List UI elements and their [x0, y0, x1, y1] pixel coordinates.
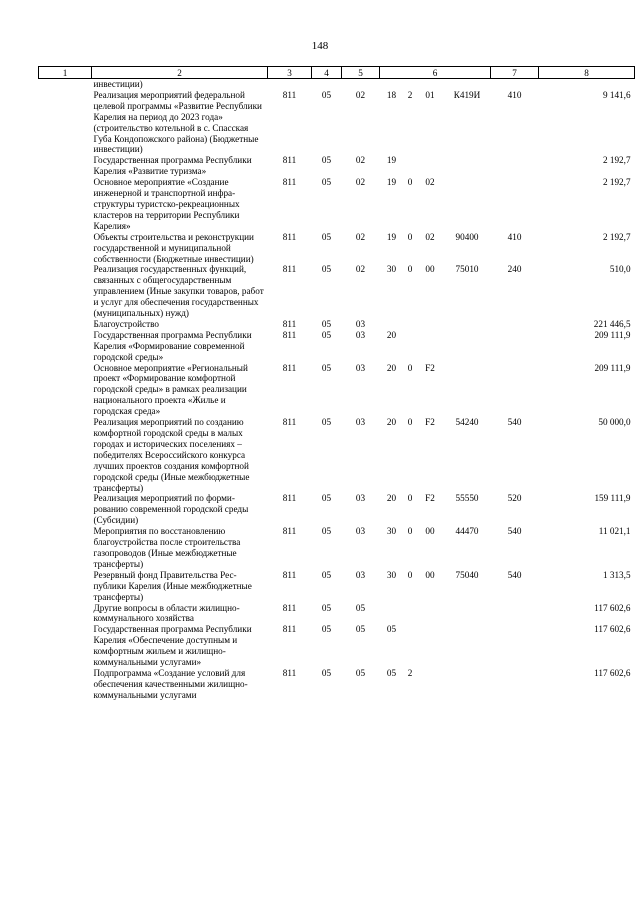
cell-expense-type: [491, 79, 539, 90]
cell-section: 05: [321, 318, 332, 329]
cell-event: F2: [425, 417, 435, 428]
cell-amount: 2 192,7: [602, 155, 631, 166]
cell-col1: [39, 493, 92, 526]
cell-name: Благоустройство: [93, 318, 159, 329]
cell-amount: 2 192,7: [602, 177, 631, 188]
cell-expense-type: [491, 603, 539, 625]
table-body: [39, 79, 635, 701]
cell-expense-type: 540: [507, 526, 522, 537]
column-header-5: 5: [342, 67, 380, 79]
cell-col1: [39, 570, 92, 603]
cell-subprogram: 0: [407, 526, 413, 537]
cell-program: [380, 319, 404, 330]
cell-col1: [39, 603, 92, 625]
cell-subprogram: [404, 319, 417, 330]
cell-expense-type: 410: [507, 89, 522, 100]
cell-amount: 50 000,0: [598, 417, 631, 428]
cell-subprogram: 0: [407, 569, 413, 580]
cell-section: [312, 79, 342, 90]
cell-subprogram: 0: [407, 264, 413, 275]
cell-subprogram: 0: [407, 362, 413, 373]
table-row: [39, 526, 635, 570]
cell-event: 00: [425, 569, 435, 580]
cell-subsection: 02: [355, 155, 366, 166]
cell-direction: 75010: [455, 264, 479, 275]
cell-name: Основное мероприятие «Региональный проект «Формирование комфортной городской среды» в рамках реализации национального проекта «Жилье и городская среда»: [93, 362, 248, 417]
cell-amount: 209 111,9: [594, 362, 631, 373]
cell-subsection: 02: [355, 89, 366, 100]
table-row: [39, 603, 635, 625]
cell-admin-code: [268, 79, 312, 90]
cell-subsection: 03: [355, 362, 366, 373]
cell-section: 05: [321, 329, 332, 340]
table-row: [39, 79, 635, 90]
cell-program: 20: [386, 329, 397, 340]
cell-subprogram: 2: [407, 667, 413, 678]
cell-admin-code: 811: [282, 264, 297, 275]
cell-section: 05: [321, 417, 332, 428]
column-header-8: 8: [539, 67, 635, 79]
cell-program: 20: [386, 417, 397, 428]
table-row: [39, 330, 635, 363]
cell-event: F2: [425, 493, 435, 504]
cell-name: Объекты строительства и реконструкции государственной и муниципальной собственности (Бюджетные инвестиции): [93, 231, 254, 264]
cell-admin-code: 811: [282, 526, 297, 537]
cell-amount: [539, 79, 635, 90]
cell-expense-type: 240: [507, 264, 522, 275]
cell-subsection: 03: [355, 526, 366, 537]
cell-col1: [39, 155, 92, 177]
cell-name: инвестиции): [93, 79, 143, 89]
cell-amount: 209 111,9: [594, 329, 631, 340]
cell-subprogram: 2: [407, 89, 413, 100]
cell-event: F2: [425, 362, 435, 373]
cell-admin-code: 811: [282, 569, 297, 580]
cell-program: 18: [386, 89, 397, 100]
cell-amount: 9 141,6: [602, 89, 631, 100]
cell-expense-type: [491, 155, 539, 177]
cell-direction: [444, 319, 491, 330]
cell-event: [417, 668, 444, 701]
cell-event: [417, 79, 444, 90]
table-row: [39, 363, 635, 418]
cell-event: 02: [425, 177, 435, 188]
cell-expense-type: 540: [507, 417, 522, 428]
cell-subsection: 03: [355, 318, 366, 329]
cell-subprogram: [404, 624, 417, 668]
cell-name: Основное мероприятие «Создание инженерной и транспортной инфраструктуры туристско-рекреационных кластеров на территории Республики Карелия»: [93, 177, 240, 231]
cell-subsection: 05: [355, 667, 366, 678]
cell-direction: 54240: [455, 417, 479, 428]
cell-expense-type: [491, 177, 539, 232]
cell-direction: 44470: [455, 526, 479, 537]
cell-admin-code: 811: [282, 329, 297, 340]
cell-subprogram: 0: [407, 231, 413, 242]
cell-col1: [39, 624, 92, 668]
column-header-7: 7: [491, 67, 539, 79]
cell-admin-code: 811: [282, 417, 297, 428]
cell-event: 01: [425, 89, 435, 100]
cell-col1: [39, 330, 92, 363]
cell-admin-code: 811: [282, 624, 297, 635]
cell-subsection: [342, 79, 380, 90]
cell-expense-type: 540: [507, 569, 522, 580]
cell-name: Государственная программа Республики Карелия «Развитие туризма»: [93, 155, 252, 177]
cell-direction: [444, 603, 491, 625]
cell-subprogram: [404, 603, 417, 625]
cell-event: [417, 603, 444, 625]
cell-section: 05: [321, 362, 332, 373]
cell-subsection: 02: [355, 264, 366, 275]
cell-amount: 117 602,6: [594, 667, 631, 678]
cell-expense-type: [491, 319, 539, 330]
cell-section: 05: [321, 526, 332, 537]
cell-subsection: 02: [355, 177, 366, 188]
page-number: 148: [311, 40, 329, 52]
cell-amount: 11 021,1: [598, 526, 631, 537]
table-row: [39, 570, 635, 603]
cell-admin-code: 811: [282, 89, 297, 100]
cell-subprogram: [404, 330, 417, 363]
cell-direction: [444, 330, 491, 363]
cell-program: 30: [386, 569, 397, 580]
column-header-6: 6: [380, 67, 491, 79]
table-row: [39, 624, 635, 668]
column-header-2: 2: [92, 67, 268, 79]
cell-event: [417, 155, 444, 177]
cell-section: 05: [321, 231, 332, 242]
cell-subprogram: 0: [407, 177, 413, 188]
cell-subprogram: 0: [407, 417, 413, 428]
cell-section: 05: [321, 264, 332, 275]
table-row: [39, 668, 635, 701]
cell-expense-type: [491, 363, 539, 418]
table-row: [39, 264, 635, 319]
cell-name: Реализация мероприятий федеральной целевой программы «Развитие Республики Карелия на период до 2023 года» (строительство котельной в с. Спасская Губа Кондопожского района) (Бюджетные инвестиции): [93, 89, 262, 155]
cell-subprogram: 0: [407, 493, 413, 504]
cell-admin-code: 811: [282, 177, 297, 188]
cell-admin-code: 811: [282, 155, 297, 166]
cell-section: 05: [321, 602, 332, 613]
cell-amount: 117 602,6: [594, 602, 631, 613]
cell-amount: 1 313,5: [602, 569, 631, 580]
cell-name: Реализация мероприятий по формированию современной городской среды (Субсидии): [93, 493, 249, 526]
table-row: [39, 319, 635, 330]
cell-col1: [39, 417, 92, 493]
cell-name: Государственная программа Республики Карелия «Обеспечение доступным и комфортным жильем и жилищно-коммунальными услугами»: [93, 624, 252, 668]
cell-name: Мероприятия по восстановлению благоустройства после строительства газопроводов (Иные межбюджетные трансферты): [93, 526, 241, 569]
cell-event: [417, 319, 444, 330]
table-row: [39, 417, 635, 493]
table-header: [39, 67, 635, 79]
cell-event: 00: [425, 264, 435, 275]
cell-direction: 75040: [455, 569, 479, 580]
cell-admin-code: 811: [282, 667, 297, 678]
cell-amount: 117 602,6: [594, 624, 631, 635]
cell-direction: [444, 177, 491, 232]
cell-subsection: 03: [355, 417, 366, 428]
cell-subsection: 05: [355, 602, 366, 613]
cell-program: [380, 603, 404, 625]
cell-expense-type: 520: [507, 493, 522, 504]
table-row: [39, 90, 635, 155]
cell-direction: 55550: [455, 493, 479, 504]
cell-subprogram: [404, 79, 417, 90]
cell-section: 05: [321, 155, 332, 166]
cell-event: 00: [425, 526, 435, 537]
cell-name: Резервный фонд Правительства Республики Карелия (Иные межбюджетные трансферты): [93, 569, 252, 602]
cell-program: 30: [386, 264, 397, 275]
cell-col1: [39, 526, 92, 570]
cell-event: [417, 330, 444, 363]
cell-col1: [39, 668, 92, 701]
cell-col1: [39, 90, 92, 155]
cell-col1: [39, 319, 92, 330]
cell-col1: [39, 363, 92, 418]
cell-admin-code: 811: [282, 231, 297, 242]
cell-col1: [39, 177, 92, 232]
cell-name: Подпрограмма «Создание условий для обеспечения качественными жилищно-коммунальными услугами: [93, 667, 248, 700]
cell-col1: [39, 264, 92, 319]
table-row: [39, 155, 635, 177]
cell-subsection: 03: [355, 569, 366, 580]
cell-expense-type: [491, 330, 539, 363]
cell-admin-code: 811: [282, 318, 297, 329]
cell-subsection: 03: [355, 329, 366, 340]
cell-program: 19: [386, 177, 397, 188]
cell-direction: 90400: [455, 231, 479, 242]
cell-admin-code: 811: [282, 362, 297, 373]
cell-program: 20: [386, 493, 397, 504]
cell-section: 05: [321, 569, 332, 580]
cell-program: 19: [386, 231, 397, 242]
cell-section: 05: [321, 667, 332, 678]
column-header-3: 3: [268, 67, 312, 79]
table-row: [39, 232, 635, 265]
cell-subsection: 05: [355, 624, 366, 635]
cell-col1: [39, 232, 92, 265]
cell-section: 05: [321, 89, 332, 100]
table-row: [39, 493, 635, 526]
cell-program: 20: [386, 362, 397, 373]
cell-name: Реализация государственных функций, связанных с общегосударственным управлением (Иные закупки товаров, работ и услуг для обеспечения государственных (муниципальных) нужд): [93, 264, 264, 319]
cell-section: 05: [321, 624, 332, 635]
table-row: [39, 177, 635, 232]
cell-col1: [39, 79, 92, 90]
cell-expense-type: 410: [507, 231, 522, 242]
cell-direction: [444, 668, 491, 701]
cell-program: 05: [386, 624, 397, 635]
cell-expense-type: [491, 668, 539, 701]
cell-program: 05: [386, 667, 397, 678]
cell-subsection: 03: [355, 493, 366, 504]
column-header-4: 4: [312, 67, 342, 79]
column-header-1: 1: [39, 67, 92, 79]
cell-name: Государственная программа Республики Карелия «Формирование современной городской среды»: [93, 329, 252, 362]
cell-direction: [444, 155, 491, 177]
cell-amount: 510,0: [609, 264, 631, 275]
cell-amount: 2 192,7: [602, 231, 631, 242]
cell-subsection: 02: [355, 231, 366, 242]
cell-direction: К419И: [453, 89, 481, 100]
cell-name: Другие вопросы в области жилищно-коммунального хозяйства: [93, 602, 240, 624]
cell-section: 05: [321, 177, 332, 188]
cell-program: 30: [386, 526, 397, 537]
cell-amount: 221 446,5: [593, 318, 631, 329]
cell-event: 02: [425, 231, 435, 242]
cell-event: [417, 624, 444, 668]
cell-admin-code: 811: [282, 493, 297, 504]
cell-expense-type: [491, 624, 539, 668]
cell-admin-code: 811: [282, 602, 297, 613]
budget-table: [38, 66, 635, 701]
cell-direction: [444, 624, 491, 668]
cell-program: [380, 79, 404, 90]
cell-program: 19: [386, 155, 397, 166]
cell-name: Реализация мероприятий по созданию комфортной городской среды в малых городах и исторических поселениях – победителях Всероссийского конкурса лучших проектов создания комфортной городской среды (Иные межбюджетные трансферты): [93, 417, 250, 493]
cell-amount: 159 111,9: [594, 493, 631, 504]
cell-subprogram: [404, 155, 417, 177]
cell-direction: [444, 79, 491, 90]
cell-section: 05: [321, 493, 332, 504]
cell-direction: [444, 363, 491, 418]
